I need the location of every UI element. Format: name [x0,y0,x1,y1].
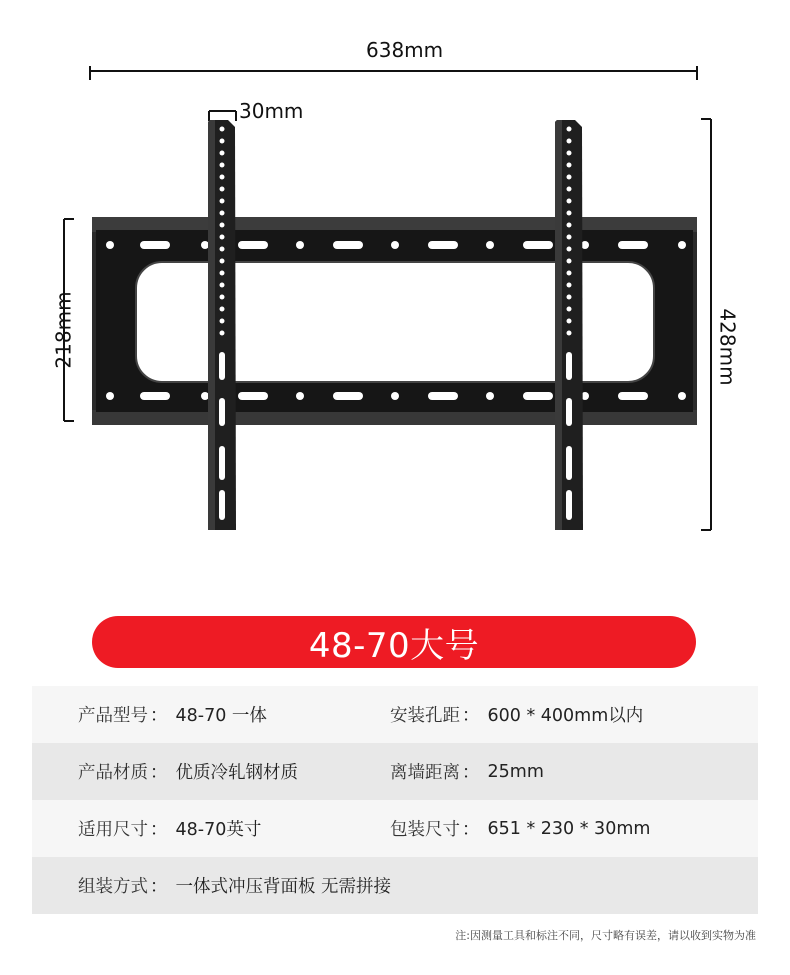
spec-colon: ： [462,820,480,840]
total-height-dimension-line [701,119,711,530]
spec-label: 产品材质 [78,763,148,783]
spec-label: 包装尺寸 [390,820,460,840]
right-vertical-strip [555,120,583,530]
strip-width-dimension-line [209,111,236,121]
spec-label: 组装方式 [78,877,148,897]
spec-value: 48-70英寸 [175,820,262,840]
spec-colon: ： [150,763,168,783]
width-dimension-line [90,66,697,80]
banner-title: 48-70大号 [308,625,480,666]
spec-value: 优质冷轧钢材质 [175,763,298,783]
plate-height-dimension-label: 218mm [51,291,76,369]
spec-label: 产品型号 [78,706,148,726]
spec-value: 600 * 400mm以内 [487,706,644,726]
spec-value: 48-70 一体 [175,706,267,726]
width-dimension-label: 638mm [366,38,444,62]
spec-row [32,743,758,800]
spec-colon: ： [150,877,168,897]
spec-table [32,686,758,914]
model-banner [92,616,696,668]
spec-cell-hole-spacing [390,702,758,727]
spec-colon: ： [462,763,480,783]
spec-colon: ： [150,820,168,840]
spec-cell-assembly [32,873,391,898]
spec-cell-wall-distance [390,759,758,784]
back-plate [92,217,697,425]
strip-width-dimension-label: 30mm [239,99,304,123]
spec-value: 一体式冲压背面板 无需拼接 [175,877,392,897]
measurement-footnote: 注:因测量工具和标注不同，尺寸略有误差，请以收到实物为准 [455,929,756,942]
spec-cell-package-size [390,816,758,841]
spec-label: 安装孔距 [390,706,460,726]
spec-colon: ： [150,706,168,726]
spec-value: 651 * 230 * 30mm [487,818,651,839]
total-height-dimension-label: 428mm [715,308,740,386]
spec-cell-material [32,759,390,784]
left-vertical-strip [208,120,236,530]
spec-row [32,800,758,857]
spec-row [32,857,758,914]
spec-cell-model [32,702,390,727]
spec-colon: ： [462,706,480,726]
spec-label: 离墙距离 [390,763,460,783]
spec-row [32,686,758,743]
spec-cell-applicable-size [32,816,390,841]
spec-label: 适用尺寸 [78,820,148,840]
spec-value: 25mm [487,761,544,782]
